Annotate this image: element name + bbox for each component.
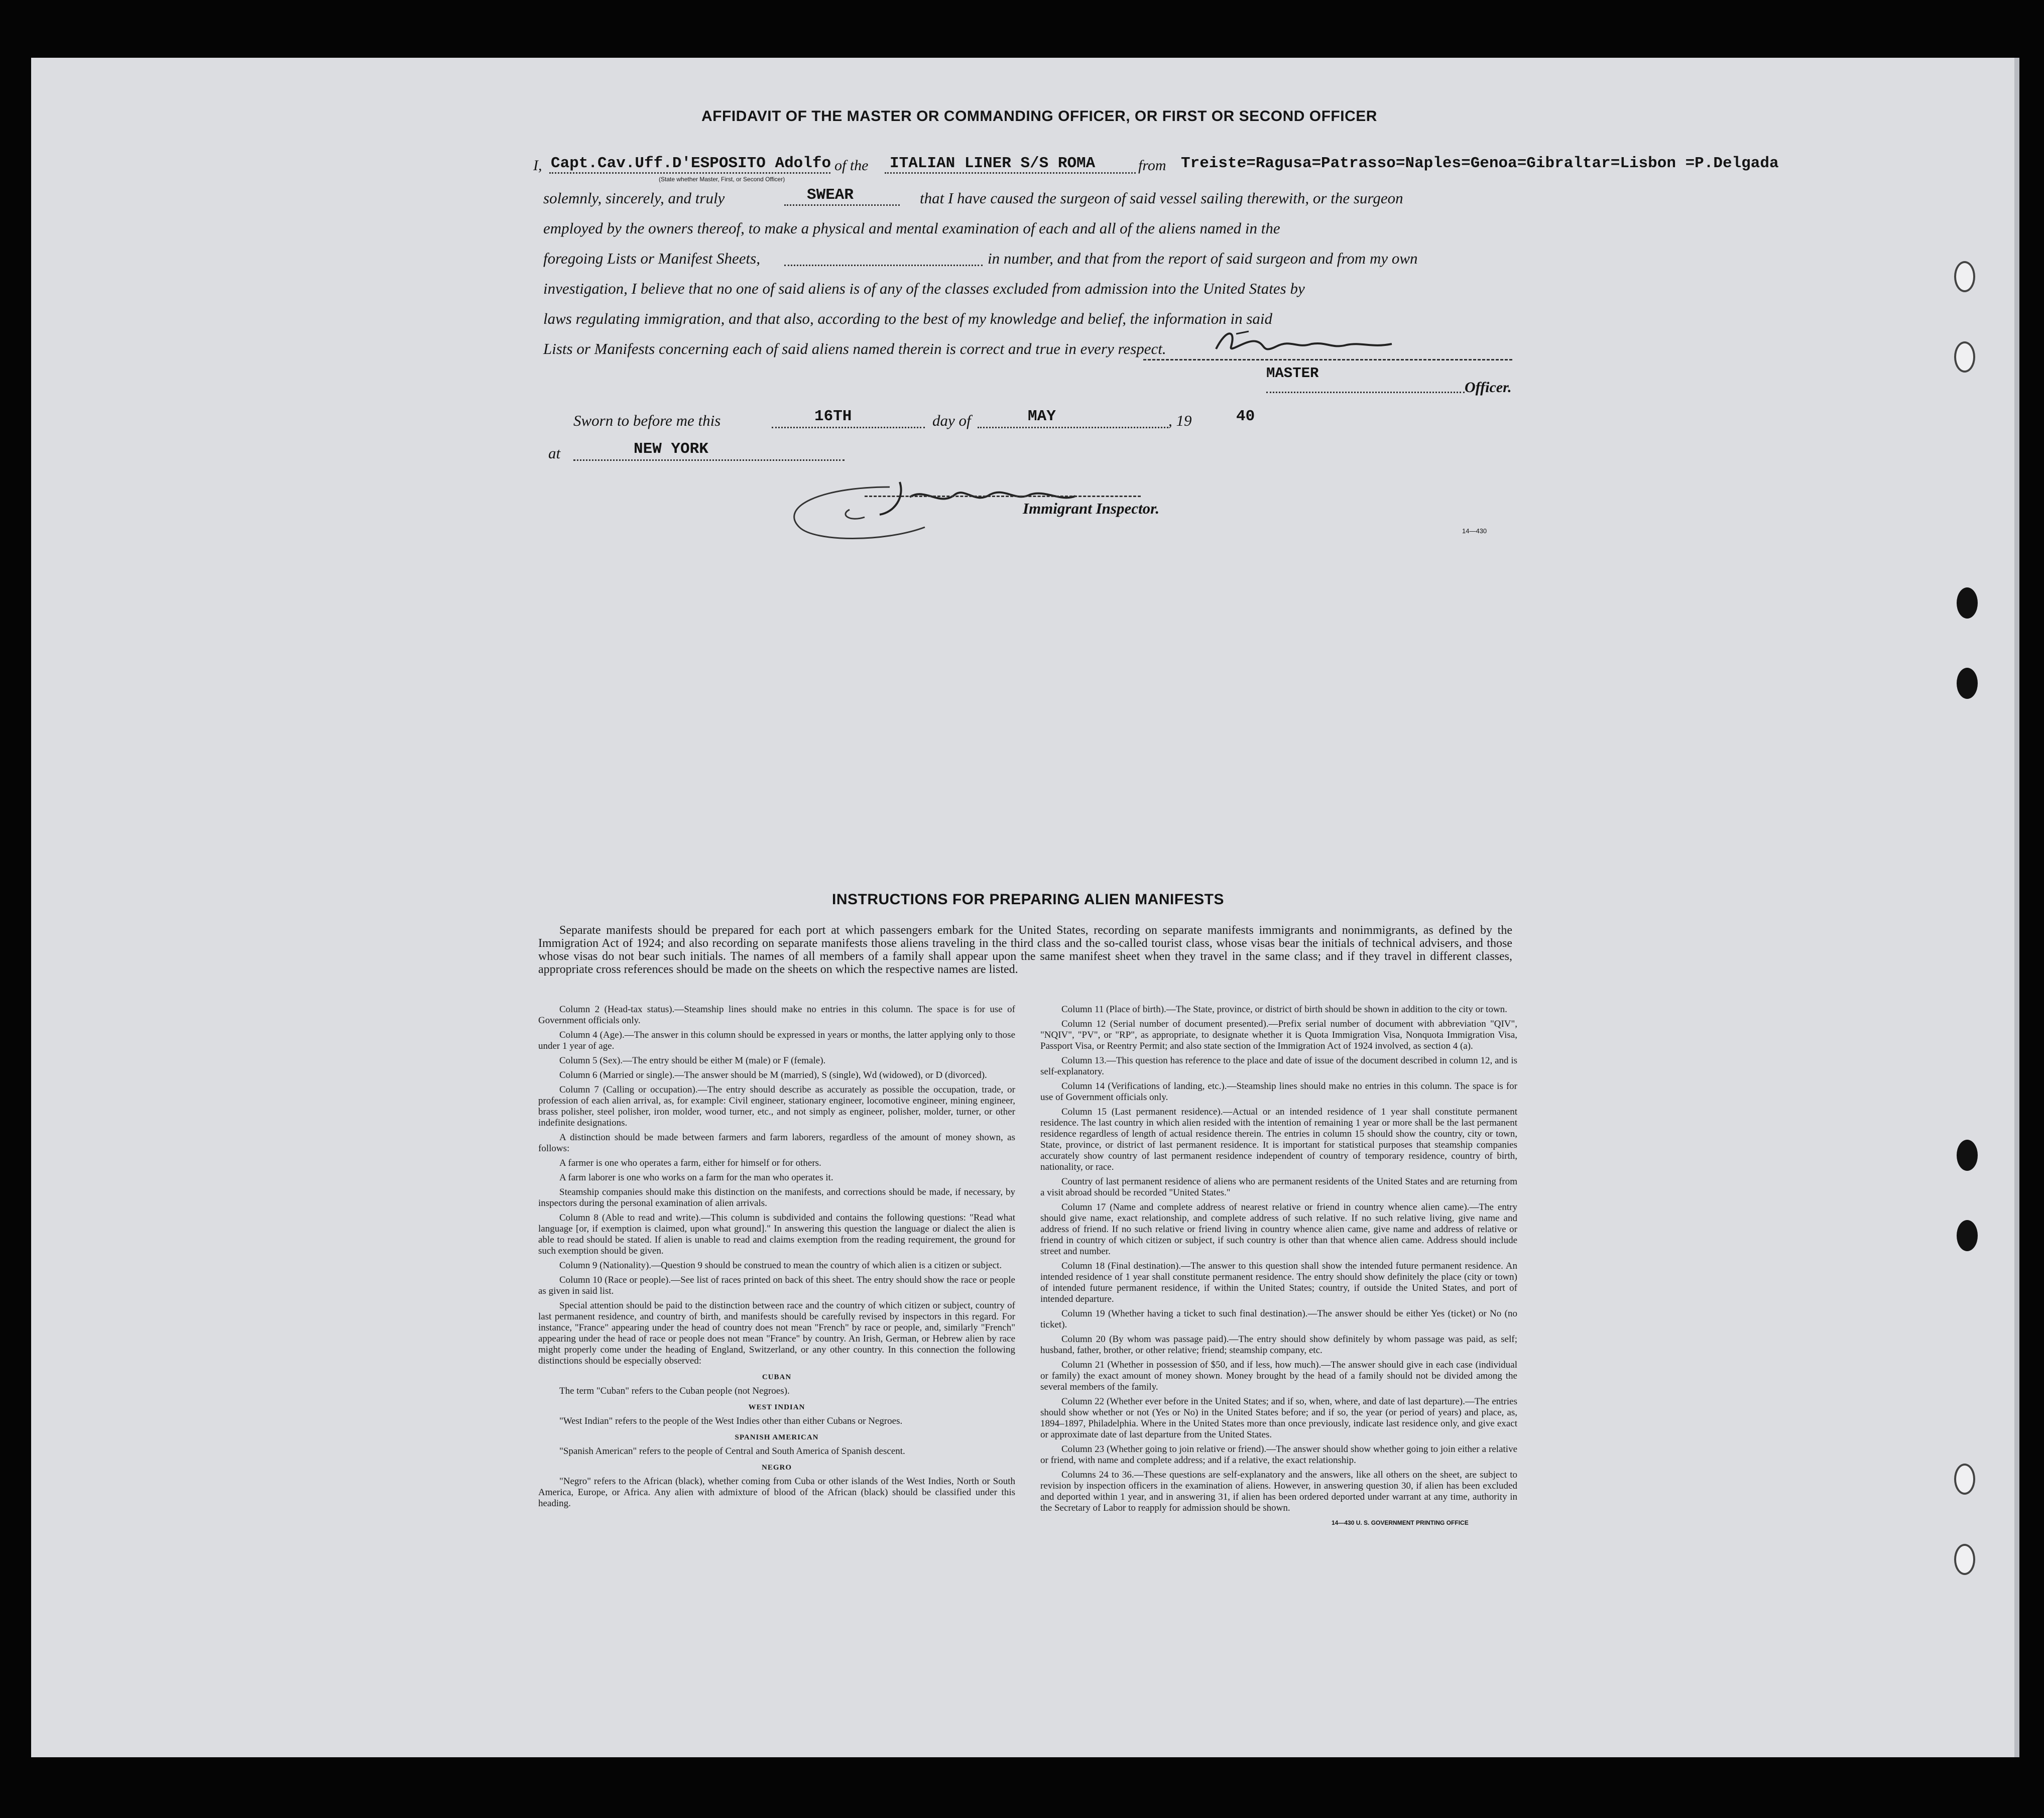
affidavit-line-2: employed by the owners thereof, to make a physical and mental examination of each and all of the aliens named in the bbox=[543, 219, 1280, 237]
heading-negro: NEGRO bbox=[761, 1464, 792, 1472]
instruction-paragraph: Columns 24 to 36.—These questions are self-explanatory and the answers, like all others on the sheet, are subject to revision by inspection officers in the examination of aliens. However, in answering question 30, if alien has been excluded and deported within 1 year, and in answering 31, if alien has been ordered deported under warrant at any time, authority in the Secretary of Labor to reapply for admission should be shown. bbox=[1040, 1470, 1517, 1513]
text-spanish-american: "Spanish American" refers to the people of Central and South America of Spanish descent. bbox=[559, 1446, 905, 1457]
document-page bbox=[31, 58, 2019, 1757]
instruction-paragraph: Column 17 (Name and complete address of nearest relative or friend in country whence alien came).—The entry should give name, exact relationship, and complete address of such relative. If no such relative living, give name and address of friend. If no such relative or friend living in country whence alien came, give name and address of relative or friend in country of which citizen or subject, if such country is other than that whence alien came. Address should include street and number. bbox=[1040, 1202, 1517, 1257]
instruction-paragraph: Column 2 (Head-tax status).—Steamship lines should make no entries in this column. The space is for use of Government officials only. bbox=[538, 1004, 1015, 1026]
binder-hole bbox=[1954, 1464, 1975, 1495]
instructions-left-column bbox=[538, 1004, 1015, 1513]
heading-cuban: CUBAN bbox=[762, 1373, 792, 1381]
instructions-title: INSTRUCTIONS FOR PREPARING ALIEN MANIFESTS bbox=[832, 891, 1225, 908]
affidavit-line-4: investigation, I believe that no one of said aliens is of any of the classes excluded from admission into the United States by bbox=[543, 280, 1305, 297]
instruction-paragraph: Column 15 (Last permanent residence).—Actual or an intended residence of 1 year shall constitute permanent residence. The last country in which alien resided with the intention of remaining 1 year or more shall be the last permanent residence regardless of length of actual residence therein. The entries in column 15 should show the country, city or town, State, province, or district of last permanent residence. It is important for statistical purposes that steamship companies accurately show country of last permanent residence independent of country of temporary residence, country of birth, nationality, or race. bbox=[1040, 1107, 1517, 1172]
officer-label: Officer. bbox=[1465, 379, 1512, 396]
binder-hole bbox=[1954, 261, 1975, 292]
binder-hole bbox=[1954, 341, 1975, 373]
instruction-paragraph: Column 11 (Place of birth).—The State, province, or district of birth should be shown in addition to the city or town. bbox=[1061, 1004, 1507, 1015]
year-prefix: , 19 bbox=[1168, 412, 1192, 429]
instruction-paragraph: Column 13.—This question has reference to the place and date of issue of the document described in column 12, and is self-explanatory. bbox=[1040, 1055, 1517, 1077]
instruction-paragraph: Special attention should be paid to the distinction between race and the country of which citizen or subject, country of last permanent residence, and country of birth, and manifests should be carefully revised by inspectors in this regard. For instance, "France" appearing under the head of country does not mean "French" by race or people, and, similarly "French" appearing under the head of race or people does not mean "France" by country. An Irish, German, or Hebrew alien by race might properly come under the heading of England, Switzerland, or any other country. In this connection the following distinctions should be especially observed: bbox=[538, 1300, 1015, 1366]
officer-name: Capt.Cav.Uff.D'ESPOSITO Adolfo bbox=[551, 155, 831, 172]
state-note: (State whether Master, First, or Second Officer) bbox=[659, 176, 785, 183]
instruction-paragraph: Column 7 (Calling or occupation).—The entry should describe as accurately as possible the occupation, trade, or profession of each alien arrival, as, for example: Civil engineer, stationary engineer, locomotive engineer, mining engineer, brass polisher, steel polisher, iron molder, wood turner, etc., and not simply as engineer, polisher, molder, turner, or other indefinite designations. bbox=[538, 1084, 1015, 1128]
vessel-name: ITALIAN LINER S/S ROMA bbox=[890, 155, 1096, 172]
instruction-paragraph: Column 18 (Final destination).—The answer to this question shall show the intended future permanent residence. An intended residence of 1 year shall constitute permanent residence. The entry should show definitely the place (city or town) of intended future permanent residence, if within the United States; country, if outside the United States, and port of intended departure. bbox=[1040, 1261, 1517, 1304]
sworn-before-label: Sworn to before me this bbox=[573, 412, 721, 429]
instruction-paragraph: Column 12 (Serial number of document presented).—Prefix serial number of document with abbreviation "QIV", "NQIV", "PV", or "RP", as appropriate, to designate whether it is Quota Immigration Visa, Nonquota Immigration Visa, Passport Visa, or Reentry Permit; and also state section of the Immigration Act of 1924 involved, as section 4 (a). bbox=[1040, 1019, 1517, 1051]
binder-hole bbox=[1957, 587, 1978, 619]
route: Treiste=Ragusa=Patrasso=Naples=Genoa=Gibraltar=Lisbon =P.Delgada bbox=[1181, 155, 1779, 172]
instructions-right-column bbox=[1040, 1004, 1517, 1528]
year-value: 40 bbox=[1236, 408, 1255, 425]
binder-hole bbox=[1957, 1140, 1978, 1171]
text-negro: "Negro" refers to the African (black), whether coming from Cuba or other islands of the West Indies, North or South America, Europe, or Africa. Any alien with admixture of blood of the African (black) should be classified under this heading. bbox=[538, 1476, 1015, 1509]
affidavit-line-3b: in number, and that from the report of said surgeon and from my own bbox=[988, 250, 1418, 267]
from-label: from bbox=[1138, 157, 1166, 174]
affidavit-line-6: Lists or Manifests concerning each of said aliens named therein is correct and true in every respect. bbox=[543, 340, 1166, 357]
inspector-label: Immigrant Inspector. bbox=[1023, 500, 1160, 517]
place-value: NEW YORK bbox=[634, 440, 708, 458]
affidavit-line-5: laws regulating immigration, and that also, according to the best of my knowledge and belief, the information in said bbox=[543, 310, 1273, 327]
affidavit-title: AFFIDAVIT OF THE MASTER OR COMMANDING OFFICER, OR FIRST OR SECOND OFFICER bbox=[701, 108, 1377, 125]
instruction-paragraph: Column 14 (Verifications of landing, etc.).—Steamship lines should make no entries in this column. The space is for use of Government officials only. bbox=[1040, 1081, 1517, 1103]
instruction-paragraph: A farmer is one who operates a farm, either for himself or for others. bbox=[559, 1158, 821, 1168]
instructions-intro: Separate manifests should be prepared for each port at which passengers embark for the United States, recording on separate manifests immigrants and nonimmigrants, as defined by the Immigration Act of 1924; and also recording on separate manifests those aliens traveling in the third class and the so-called tourist class, whose visas bear the initials of technical advisers, and those whose visas do not bear such initials. The names of all members of a family shall appear upon the same manifest sheet when they travel in the same class; and if they travel in different classes, appropriate cross references should be made on the sheets on which the respective names are listed. bbox=[538, 924, 1512, 976]
binder-hole bbox=[1957, 668, 1978, 699]
instruction-paragraph: Steamship companies should make this distinction on the manifests, and corrections should be made, if necessary, by inspectors during the personal examination of alien arrivals. bbox=[538, 1187, 1015, 1208]
instruction-paragraph: A distinction should be made between farmers and farm laborers, regardless of the amount of money shown, as follows: bbox=[538, 1132, 1015, 1154]
month-value: MAY bbox=[1028, 408, 1056, 425]
affidavit-line-1: that I have caused the surgeon of said vessel sailing therewith, or the surgeon bbox=[920, 189, 1403, 207]
instruction-paragraph: Column 6 (Married or single).—The answer should be M (married), S (single), Wd (widowed), or D (divorced). bbox=[559, 1070, 987, 1080]
instruction-paragraph: Column 8 (Able to read and write).—This column is subdivided and contains the following questions: "Read what language [or, if exemption is claimed, upon what ground]." In answering this question the language or dialect the alien is able to read should be stated. If alien is unable to read and claims exemption from the reading requirement, the ground for such exemption should be given. bbox=[538, 1213, 1015, 1256]
heading-spanish-american: SPANISH AMERICAN bbox=[735, 1433, 819, 1441]
text-cuban: The term "Cuban" refers to the Cuban people (not Negroes). bbox=[559, 1386, 790, 1396]
affidavit-line-3a: foregoing Lists or Manifest Sheets, bbox=[543, 250, 760, 267]
instruction-paragraph: Column 19 (Whether having a ticket to such final destination).—The answer should be either Yes (ticket) or No (no ticket). bbox=[1040, 1308, 1517, 1330]
day-value: 16TH bbox=[814, 408, 852, 425]
rank: MASTER bbox=[1266, 365, 1319, 382]
master-signature bbox=[1201, 319, 1432, 364]
i-prefix: I, bbox=[533, 157, 542, 174]
instruction-paragraph: Column 5 (Sex).—The entry should be either M (male) or F (female). bbox=[559, 1055, 826, 1066]
instruction-paragraph: Country of last permanent residence of aliens who are permanent residents of the United States and are returning from a visit abroad should be recorded "United States." bbox=[1040, 1176, 1517, 1198]
day-of-label: day of bbox=[932, 412, 971, 429]
sworn-word-prefix: solemnly, sincerely, and truly bbox=[543, 189, 725, 207]
instruction-paragraph: Column 21 (Whether in possession of $50, and if less, how much).—The answer should give in each case (individual or family) the exact amount of money shown. Money brought by the head of a family should not be divided among the several members of the family. bbox=[1040, 1360, 1517, 1392]
binder-hole bbox=[1957, 1220, 1978, 1251]
of-the-label: of the bbox=[834, 157, 869, 174]
instruction-paragraph: Column 9 (Nationality).—Question 9 should be construed to mean the country of which alien is a citizen or subject. bbox=[559, 1260, 1002, 1271]
instruction-paragraph: Column 4 (Age).—The answer in this column should be expressed in years or months, the latter applying only to those under 1 year of age. bbox=[538, 1030, 1015, 1051]
form-number: 14—430 bbox=[1462, 527, 1487, 535]
instruction-paragraph: Column 20 (By whom was passage paid).—The entry should show definitely by whom passage was paid, as self; husband, father, brother, or other relative; friend; steamship company, etc. bbox=[1040, 1334, 1517, 1356]
instruction-paragraph: Column 10 (Race or people).—See list of races printed on back of this sheet. The entry should show the race or people as given in said list. bbox=[538, 1275, 1015, 1296]
instruction-paragraph: Column 23 (Whether going to join relative or friend).—The answer should show whether going to join either a relative or friend, with name and complete address; and if a relative, the exact relationship. bbox=[1040, 1444, 1517, 1466]
at-label: at bbox=[548, 444, 561, 462]
instruction-paragraph: A farm laborer is one who works on a farm for the man who operates it. bbox=[559, 1172, 833, 1183]
text-west-indian: "West Indian" refers to the people of the West Indies other than either Cubans or Negroes. bbox=[559, 1416, 903, 1426]
printer-note: 14—430 U. S. GOVERNMENT PRINTING OFFICE bbox=[1332, 1519, 1469, 1526]
heading-west-indian: WEST INDIAN bbox=[748, 1403, 805, 1411]
do-label bbox=[1437, 178, 1440, 181]
instruction-paragraph: Column 22 (Whether ever before in the United States; and if so, when, where, and date of last departure).—The entries should show whether or not (Yes or No) in the United States before; and if so, the year (or period of years) and place, as, 1894–1897, Philadelphia. Where in the United States more than once previously, indicate last residence only, and give exact or approximate date of last departure from the United States. bbox=[1040, 1396, 1517, 1440]
binder-hole bbox=[1954, 1544, 1975, 1575]
sworn-word: SWEAR bbox=[807, 186, 854, 204]
